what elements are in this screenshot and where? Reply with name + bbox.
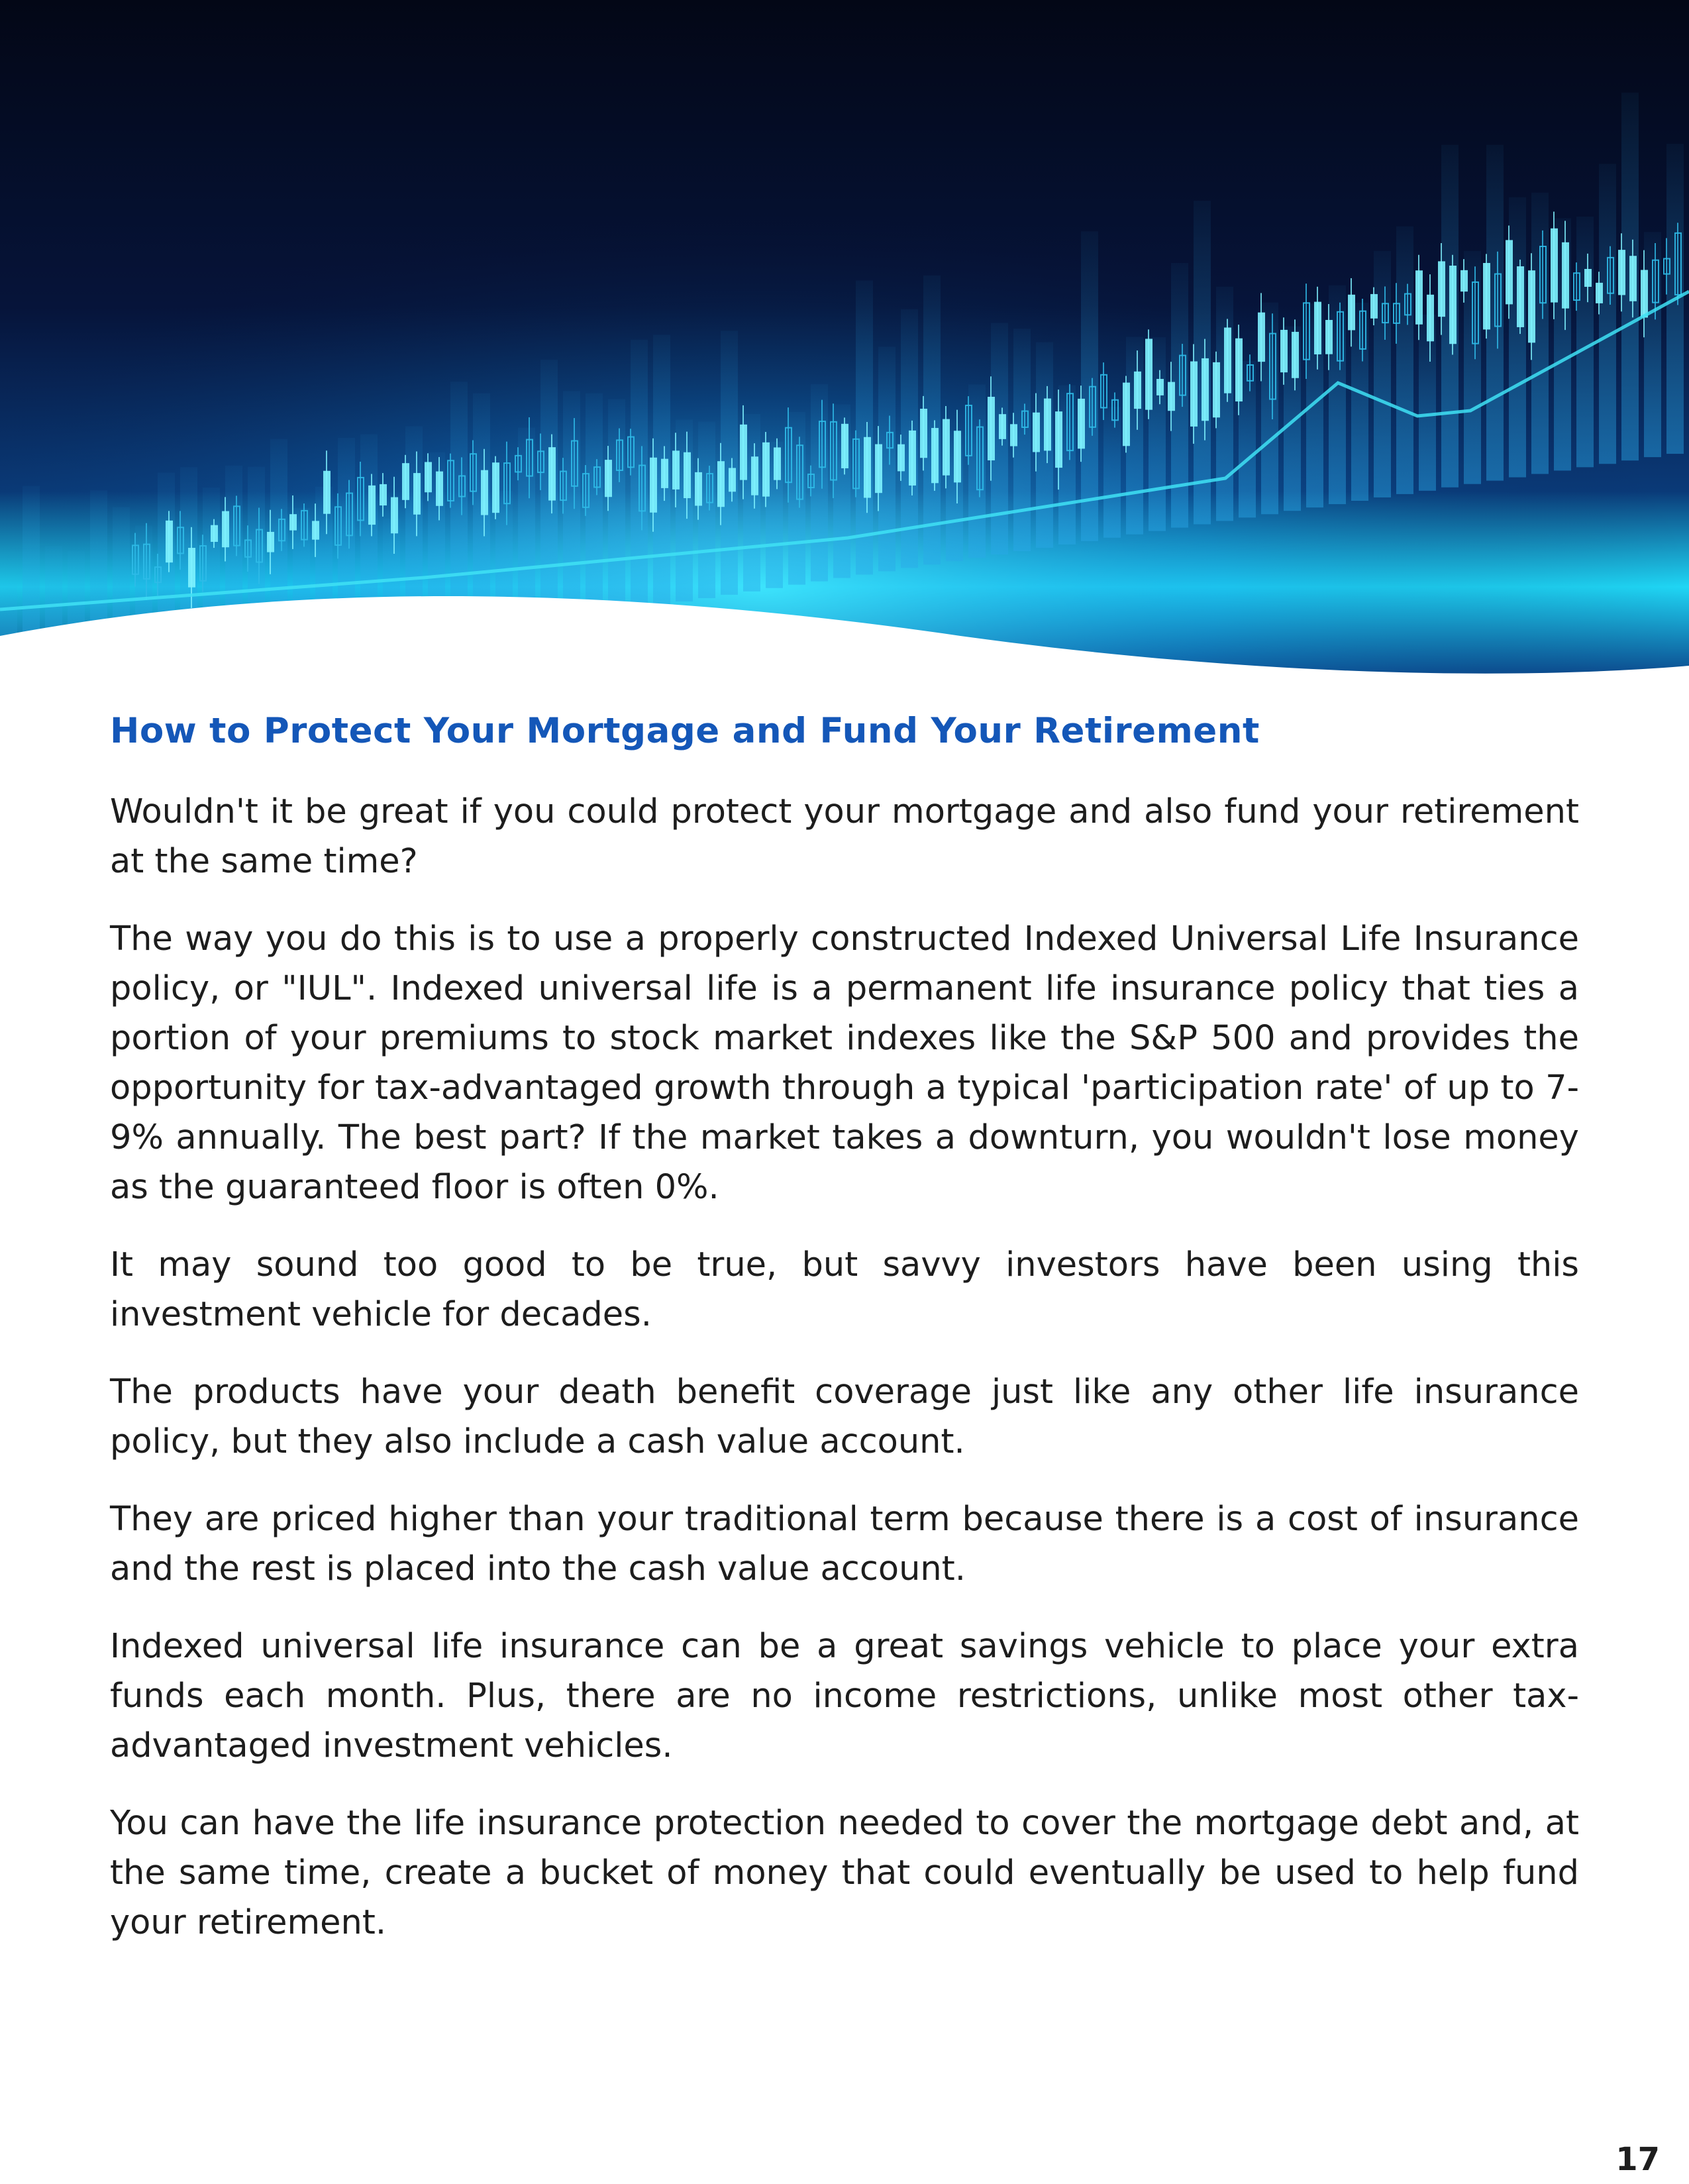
candle-body [842,425,848,468]
candle-body [1450,266,1456,343]
candle-body [673,451,679,489]
background-bar [811,384,828,582]
candle-body [909,431,915,485]
background-bar [1103,407,1121,538]
candle-body [1529,271,1535,342]
candle-body [1135,372,1141,408]
paragraph-1: Wouldn't it be great if you could protect your mortgage and also fund your retirement at the same time? [110,792,1579,881]
candle-body [1146,339,1152,409]
candle-body [1517,267,1523,327]
candle-body [189,548,195,587]
candle-body [650,458,656,512]
candle-body [1202,359,1208,420]
candle-body [380,485,386,505]
candle-body [943,420,949,475]
paragraph-7: You can have the life insurance protection needed to cover the mortgage debt and, at the same time, create a bucket of money that could eventually be used to help fund your retirement. [110,1804,1579,1942]
candle-body [1056,412,1062,467]
candle-body [1168,383,1174,411]
candle-body [1371,295,1377,318]
candle-body [1596,284,1602,303]
candle-body [1292,333,1298,378]
candle-body [988,397,994,460]
candle-body [1551,229,1557,302]
candle-body [403,464,409,499]
hero-banner [0,0,1689,682]
background-bar [1599,164,1616,464]
candle-body [290,515,296,529]
candle-body [741,425,746,480]
candle-body [605,460,611,496]
candle-body [876,445,882,493]
candle-body [1461,271,1467,291]
candle-body [369,486,375,524]
candle-body [436,472,442,505]
candle-body [763,443,769,496]
paragraph-4: The products have your death benefit coverage just like any other life insurance policy, but they also include a cash value account. [110,1373,1579,1461]
paragraph-6: Indexed universal life insurance can be a great savings vehicle to place your extra funds each month. Plus, there are no income restrictions, unlike most other tax-advantaged investment vehicles. [110,1627,1579,1765]
candle-body [1191,362,1197,426]
candle-body [1349,295,1355,330]
candle-body [1506,240,1512,303]
candle-body [695,473,701,505]
candle-body [1236,339,1242,401]
background-bar [856,280,873,574]
candle-body [313,521,319,539]
candle-body [1439,262,1445,316]
candle-body [414,474,420,514]
candle-body [211,526,217,541]
candle-body [932,429,938,482]
candle-body [752,457,758,494]
candle-body [1281,331,1287,372]
candle-body [1123,384,1129,446]
candle-body [718,462,724,506]
candle-body [1326,321,1332,354]
background-bar [1396,227,1413,494]
candle-body [493,463,499,512]
background-bar [586,393,603,615]
candle-body [425,462,431,492]
article-heading: How to Protect Your Mortgage and Fund Your Retirement [110,711,1260,751]
candle-body [1585,270,1591,286]
background-bar [1374,251,1391,497]
candle-body [1416,271,1422,324]
candle-body [391,498,397,533]
candle-body [1562,243,1568,308]
paragraph-2: The way you do this is to use a properly constructed Indexed Universal Life Insurance policy, or "IUL". Indexed universal life is a permanent life insurance policy that ties a portion of your premiums to stock market indexes like the S&P 500 and provides the opportunity for tax-advantaged growth through a typical 'participation rate' of up to 7-9% annually. The best part? If the market takes a downturn, you wouldn't lose money as the guaranteed floor is often 0%. [110,919,1579,1207]
candle-body [921,409,927,457]
candle-body [166,521,172,562]
candle-body [684,453,690,497]
candle-body [324,472,330,513]
candle-body [662,460,668,488]
candle-body [268,533,274,552]
candle-body [954,431,960,482]
candle-body [1630,256,1636,300]
candle-body [1619,250,1625,294]
stock-chart-banner-image [0,0,1689,682]
candle-body [223,512,229,547]
page-number: 17 [1615,2141,1660,2178]
candle-body [1157,380,1163,395]
candle-body [774,448,780,479]
candle-body [1033,413,1039,452]
candle-body [482,471,487,515]
candle-body [1641,270,1647,317]
candle-body [1427,295,1433,340]
paragraph-3: It may sound too good to be true, but savvy investors have been using this investment vehicle for decades. [110,1245,1579,1334]
candle-body [1315,303,1321,354]
background-bar [698,422,715,598]
background-bar [1576,217,1594,467]
candle-body [999,415,1005,439]
candle-body [1225,328,1231,392]
candle-body [729,468,735,491]
candle-body [898,445,904,471]
candle-body [1258,313,1264,361]
background-bar [608,399,625,612]
candle-body [549,448,555,499]
background-bar [563,391,580,618]
background-bar [1509,197,1526,478]
background-bar [676,419,693,601]
candle-body [1484,264,1490,329]
candle-body [1011,425,1017,445]
paragraph-5: They are priced higher than your traditional term because there is a cost of insurance and the rest is placed into the cash value account. [110,1500,1579,1588]
candle-body [1045,399,1050,450]
article [110,696,1579,1948]
candle-body [1213,363,1219,417]
candle-body [864,438,870,497]
candle-body [1078,399,1084,448]
